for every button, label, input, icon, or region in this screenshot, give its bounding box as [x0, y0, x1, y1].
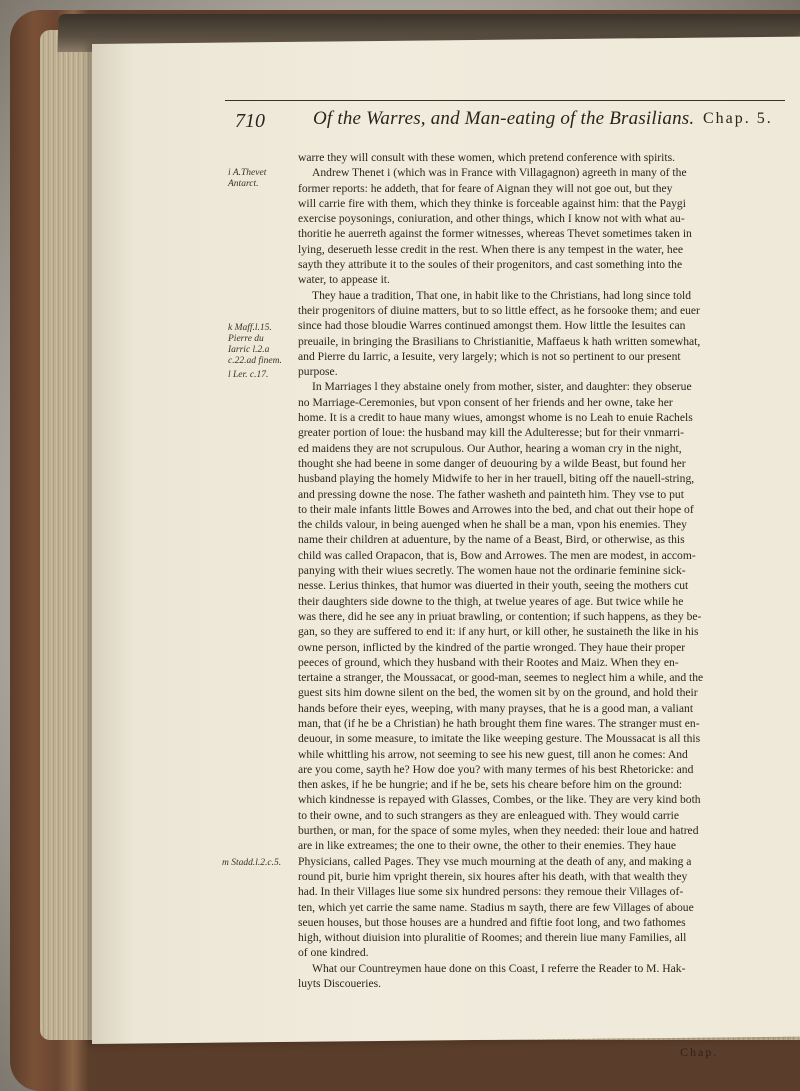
text-line: They haue a tradition, That one, in habit like to the Christians, had long since told — [312, 288, 692, 302]
text-line: hands before their eyes, weeping, with many prayses, that he is a good man, a valiant — [298, 701, 694, 715]
margin-note: l Ler. c.17. — [228, 370, 269, 380]
text-line: water, to appease it. — [298, 273, 390, 287]
running-head — [225, 104, 785, 134]
text-line: warre they will consult with these women, which pretend conference with spirits. — [298, 151, 676, 164]
header-rule — [225, 100, 785, 101]
text-line: ed maidens they are not scrupulous. Our Author, hearing a woman cry in the night, — [298, 441, 682, 455]
text-line: of one kindred. — [298, 946, 369, 960]
text-line: and Pierre du Iarric, a Iesuite, very largely; which is not so pertinent to our present — [298, 349, 681, 363]
text-line: their progenitors of diuine matters, but to so little effect, as he forsooke them; and euer — [298, 303, 700, 317]
text-line: which kindnesse is repayed with Glasses, Combes, or the like. They are very kind both — [298, 793, 701, 807]
text-line: luyts Discoueries. — [298, 977, 382, 991]
text-line: In Marriages l they abstaine onely from mother, sister, and daughter: they obserue — [312, 380, 692, 394]
text-line: then askes, if he be hungrie; and if he be, sets his cheare before him on the ground: — [298, 778, 683, 792]
text-line: sayth they attribute it to the soules of their progenitors, and cast something into the — [298, 258, 683, 272]
text-line: burthen, or man, for the space of some myles, when they needed: their loue and hatred — [298, 824, 699, 838]
margin-note: k Maff.l.15. Pierre du Iarric l.2.a c.22.ad finem. — [228, 323, 282, 366]
text-line: and pressing downe the nose. The father washeth and painteth him. They vse to put — [298, 487, 684, 501]
text-line: husband playing the homely Midwife to her in her trauell, biting off the nauell-string, — [298, 472, 695, 486]
text-line: child was called Orapacon, that is, Bow and Arrowes. The men are modest, in accom- — [298, 548, 696, 562]
text-line: tertaine a stranger, the Moussacat, or good-man, seemes to neglect him a while, and the — [298, 671, 704, 685]
text-line: thoritie he auerreth against the former witnesses, whereas Thevet sometimes taken in — [298, 227, 692, 241]
text-line: Physicians, called Pages. They vse much mourning at the death of any, and making a — [298, 854, 692, 868]
text-line: guest sits him downe silent on the bed, the women sit by on the ground, and hold their — [298, 686, 698, 700]
text-line: are you come, sayth he? How doe you? with many termes of his best Rhetoricke: and — [298, 762, 694, 776]
text-line: man, that (if he be a Christian) he hath brought them fine wares. The stranger must en- — [298, 716, 700, 730]
margin-note: m Stadd.l.2.c.5. — [222, 858, 282, 868]
text-line: while whittling his arrow, not seeming to see his new guest, till anon he comes: And — [298, 747, 688, 761]
text-line: Andrew Thenet i (which was in France with Villagagnon) agreeth in many of the — [312, 166, 687, 180]
text-line: to their male infants little Bowes and Arrowes into the bed, and chat out their hope of — [298, 502, 694, 516]
catchword: Chap. — [680, 1045, 719, 1059]
running-title: Of the Warres, and Man-eating of the Brasilians. — [313, 108, 695, 129]
text-line: ten, which yet carrie the same name. Stadius m sayth, there are few Villages of aboue — [298, 900, 694, 914]
text-line: thought she had beene in some danger of deuouring by a wilde Beast, but found her — [298, 456, 686, 470]
text-line: had. In their Villages liue some six hundred persons: they remoue their Villages of- — [298, 885, 684, 899]
text-line: name their children at aduenture, by the name of a Beast, Bird, or otherwise, as this — [298, 533, 685, 547]
text-line: seuen houses, but those houses are a hundred and fiftie foot long, and two fathomes — [298, 915, 686, 929]
text-line: are in like extreames; the one to their owne, the other to their enemies. They haue — [298, 839, 677, 853]
text-line: since had those bloudie Warres continued amongst them. How little the Iesuites can — [298, 319, 686, 333]
text-line: preuaile, in bringing the Brasilians to Christianitie, Maffaeus k hath written somewhat, — [298, 334, 701, 348]
text-line: home. It is a credit to haue many wiues, amongst whome is no Leah to enuie Rachels — [298, 411, 693, 425]
text-line: lying, deserueth lesse credit in the rest. When there is any tempest in the water, hee — [298, 242, 684, 256]
text-line: owne person, inflicted by the kindred of the partie wronged. They haue their proper — [298, 640, 686, 654]
text-line: gan, so they are suffered to end it: if any hurt, or kill other, he sustaineth the like in his — [298, 625, 699, 639]
text-line: round pit, burie him vpright therein, six houres after his death, with that wealth they — [298, 869, 688, 883]
text-line: nesse. Lerius thinkes, that humor was diuerted in their youth, seeing the mothers cut — [298, 579, 689, 593]
text-line: peeces of ground, which they husband with their Rootes and Maiz. When they en- — [298, 655, 679, 669]
body-text — [298, 150, 768, 991]
text-line: high, without diuision into pluralitie of Roomes; and therein liue many Families, all — [298, 931, 687, 945]
text-line: purpose. — [298, 365, 338, 379]
text-line: panying with their wiues secretly. The women haue not the ordinarie feminine sick- — [298, 564, 686, 578]
text-line: their daughters side downe to the thigh, at twelue yeares of age. But twice while he — [298, 594, 684, 608]
text-line: exercise poysonings, coniuration, and other things, which I know not with what au- — [298, 212, 685, 226]
margin-note: i A.Thevet Antarct. — [228, 168, 267, 189]
text-line: What our Countreymen haue done on this Coast, I referre the Reader to M. Hak- — [312, 961, 686, 975]
page-number: 710 — [235, 110, 265, 132]
text-line: no Marriage-Ceremonies, but vpon consent of her friends and her owne, take her — [298, 395, 673, 409]
text-line: greater portion of loue: the husband may kill the Adulteresse; but for their vnmarri- — [298, 426, 685, 440]
text-line: deuour, in some measure, to imitate the like weeping gesture. The Moussacat is all this — [298, 732, 701, 746]
chapter-label: Chap. 5. — [703, 110, 773, 127]
text-line: was there, did he see any in priuat brawling, or contention; if such happens, as they be- — [298, 609, 702, 623]
text-line: the childs valour, in being auenged when he shall be a man, vpon his enemies. They — [298, 518, 687, 532]
text-line: will carrie fire with them, which they thinke is forceable against him: that the Paygi — [298, 196, 686, 210]
text-line: former reports: he addeth, that for feare of Aignan they will not goe out, but they — [298, 181, 673, 195]
text-line: to their owne, and to such strangers as they are enleagued with. They would carrie — [298, 808, 679, 822]
